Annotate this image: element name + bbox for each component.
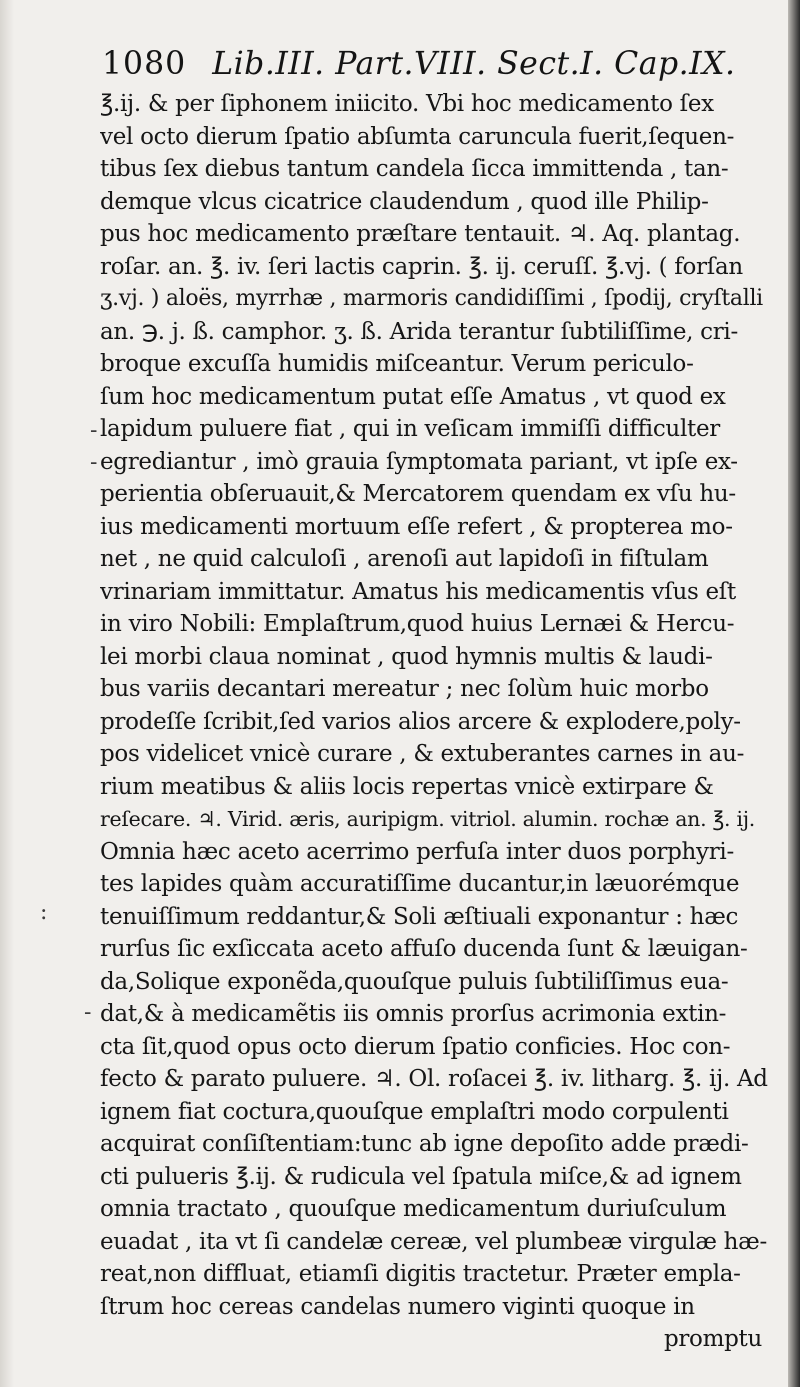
margin-dash-mark: - — [90, 450, 98, 475]
text-line: vel octo dierum ſpatio abſumta caruncula fuerit,ſequen- — [100, 123, 735, 150]
text-line: ſtrum hoc cereas candelas numero viginti quoque in — [100, 1293, 695, 1320]
text-line: cti pulueris ℥.ij. & rudicula vel ſpatula miſce,& ad ignem — [100, 1163, 742, 1190]
text-line: an. ℈. j. ß. camphor. ʒ. ß. Arida terantur ſubtiliſſime, cri- — [100, 318, 738, 345]
margin-dash-mark: - — [90, 418, 98, 443]
text-line: rurſus ſic exſiccata aceto affuſo ducenda ſunt & læuigan- — [100, 936, 748, 962]
text-line: fecto & parato puluere. ♃. Ol. roſacei ℥. iv. litharg. ℥. ij. Ad — [100, 1066, 768, 1092]
text-line: egrediantur , imò grauia ſymptomata pariant, vt ipſe ex- — [100, 448, 738, 475]
text-line: demque vlcus cicatrice claudendum , quod ille Philip- — [100, 188, 709, 215]
text-line: ius medicamenti mortuum eſſe refert , & propterea mo- — [100, 513, 733, 540]
text-line: ſum hoc medicamentum putat eſſe Amatus , vt quod ex — [100, 383, 726, 410]
text-line: lapidum puluere fiat , qui in veſicam immiſſi difficulter — [100, 416, 720, 442]
text-line: da,Solique exponẽda,quouſque puluis ſubtiliſſimus eua- — [100, 968, 729, 995]
body-text — [100, 88, 768, 1356]
text-line: vrinariam immittatur. Amatus his medicamentis vſus eſt — [100, 578, 736, 605]
margin-colon-mark: : — [40, 900, 48, 925]
text-line: bus variis decantari mereatur ; nec ſolùm huic morbo — [100, 676, 709, 702]
text-line: perientia obſeruauit,& Mercatorem quendam ex vſu hu- — [100, 481, 736, 507]
text-line: lei morbi claua nominat , quod hymnis multis & laudi- — [100, 643, 713, 670]
text-line: pos videlicet vnicè curare , & extuberantes carnes in au- — [100, 741, 745, 767]
text-line: tes lapides quàm accuratiſſime ducantur,in læuorémque — [100, 871, 740, 897]
text-line: tenuiſſimum reddantur,& Soli æſtiuali exponantur : hæc — [100, 903, 739, 930]
text-line: roſar. an. ℥. iv. ſeri lactis caprin. ℥. ij. ceruſſ. ℥.vj. ( forſan — [100, 253, 743, 280]
text-line: pus hoc medicamento præſtare tentauit. ♃. Aq. plantag. — [100, 221, 741, 247]
margin-dash-mark: - — [84, 1000, 92, 1025]
text-line: broque excuſſa humidis miſceantur. Verum periculo- — [100, 351, 694, 377]
text-line: ʒ.vj. ) aloës, myrrhæ , marmoris candidiſſimi , ſpodij, cryſtalli — [100, 286, 763, 311]
text-line: in viro Nobili: Emplaſtrum,quod huius Lernæi & Hercu- — [100, 611, 735, 637]
text-line: omnia tractato , quouſque medicamentum duriuſculum — [100, 1196, 727, 1222]
text-line: reſecare. ♃. Virid. æris, auripigm. vitriol. alumin. rochæ an. ℥. ij. — [100, 807, 756, 831]
text-line: ℥.ij. & per ſiphonem iniicito. Vbi hoc medicamento ſex — [100, 91, 714, 117]
text-line: cta ſit,quod opus octo dierum ſpatio conficies. Hoc con- — [100, 1033, 731, 1060]
text-line: dat,& à medicamẽtis iis omnis prorſus acrimonia extin- — [100, 1001, 727, 1027]
catchword: promptu — [663, 1326, 762, 1352]
text-line: acquirat conſiſtentiam:tunc ab igne depoſito adde prædi- — [100, 1131, 749, 1157]
running-title: Lib.III. Part.VIII. Sect.I. Cap.IX. — [212, 46, 736, 82]
text-line: rium meatibus & aliis locis repertas vnicè extirpare & — [100, 773, 714, 800]
text-line: tibus ſex diebus tantum candela ſicca immittenda , tan- — [100, 156, 729, 182]
text-line: net , ne quid calculoſi , arenoſi aut lapidoſi in fiſtulam — [100, 546, 709, 572]
text-line: reat,non diffluat, etiamſi digitis tractetur. Præter empla- — [100, 1261, 741, 1287]
page-header — [102, 44, 742, 84]
text-line: Omnia hæc aceto acerrimo perfuſa inter duos porphyri- — [100, 838, 734, 865]
text-line: euadat , ita vt ſi candelæ cereæ, vel plumbeæ virgulæ hæ- — [100, 1228, 767, 1255]
text-line: prodeſſe ſcribit,ſed varios alios arcere & explodere,poly- — [100, 708, 741, 735]
page-number: 1080 — [102, 46, 187, 82]
text-line: ignem fiat coctura,quouſque emplaſtri modo corpulenti — [100, 1098, 729, 1125]
